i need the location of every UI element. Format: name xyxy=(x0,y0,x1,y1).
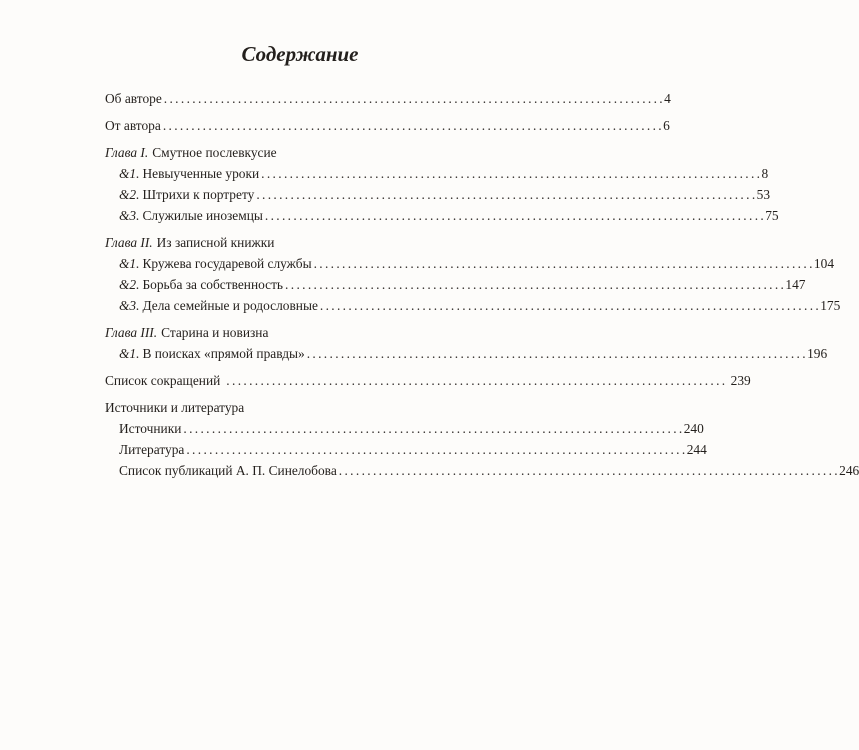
toc-subentry[interactable] xyxy=(105,439,707,460)
toc-entry-about-author[interactable] xyxy=(105,88,671,109)
section-label: Штрихи к портрету xyxy=(142,187,255,202)
dot-leader xyxy=(307,343,805,364)
toc-chapter-3[interactable] xyxy=(105,322,489,343)
toc-entry-label: Источники и литература xyxy=(105,400,245,415)
chapter-number: Глава II. xyxy=(105,235,153,250)
chapter-title: Старина и новизна xyxy=(161,325,269,340)
dot-leader xyxy=(265,205,763,226)
dot-leader xyxy=(285,274,783,295)
subentry-label: Литература xyxy=(119,442,185,457)
dot-leader xyxy=(261,163,759,184)
toc-page-number: 244 xyxy=(686,442,707,457)
toc-entry-sources-heading[interactable] xyxy=(105,397,489,418)
chapter-number: Глава III. xyxy=(105,325,158,340)
toc-chapter-2[interactable] xyxy=(105,232,489,253)
toc-page-number: 175 xyxy=(820,298,841,313)
dot-leader xyxy=(164,88,662,109)
toc-page-number: 104 xyxy=(813,256,835,271)
toc-entry-label: От автора xyxy=(105,118,161,133)
chapter-number: Глава I. xyxy=(105,145,149,160)
subentry-label: Источники xyxy=(119,421,182,436)
toc-section[interactable] xyxy=(105,184,771,205)
toc-chapter-1[interactable] xyxy=(105,142,489,163)
section-number: &2. xyxy=(119,277,140,292)
dot-leader xyxy=(183,418,681,439)
toc-section[interactable] xyxy=(105,205,779,226)
section-label: Невыученные уроки xyxy=(142,166,260,181)
toc-subentry[interactable] xyxy=(105,460,859,481)
toc-section[interactable] xyxy=(105,274,806,295)
section-number: &3. xyxy=(119,298,140,313)
toc-page-number: 196 xyxy=(807,346,828,361)
toc-section[interactable] xyxy=(105,163,769,184)
dot-leader xyxy=(339,460,837,481)
toc-entry-abbreviations[interactable] xyxy=(105,370,751,391)
toc-page-number: 6 xyxy=(663,118,670,133)
section-label: Дела семейные и родословные xyxy=(142,298,318,313)
toc-page-number: 53 xyxy=(756,187,771,202)
toc-page-number: 239 xyxy=(730,373,751,388)
section-label: Борьба за собственность xyxy=(142,277,284,292)
toc-subentry[interactable] xyxy=(105,418,704,439)
subentry-label: Список публикаций А. П. Синелобова xyxy=(119,463,337,478)
chapter-title: Из записной книжки xyxy=(156,235,275,250)
toc-page-number: 147 xyxy=(785,277,806,292)
section-number: &1. xyxy=(119,346,140,361)
toc-page-number: 240 xyxy=(683,421,704,436)
chapter-title: Смутное послевкусие xyxy=(152,145,277,160)
page-title: Содержание xyxy=(241,42,359,66)
toc-section[interactable] xyxy=(105,253,835,274)
toc-entry-from-author[interactable] xyxy=(105,115,670,136)
section-number: &2. xyxy=(119,187,140,202)
dot-leader xyxy=(186,439,684,460)
dot-leader xyxy=(320,295,818,316)
toc-section[interactable] xyxy=(105,343,828,364)
dot-leader xyxy=(256,184,754,205)
table-of-contents xyxy=(105,88,859,481)
dot-leader xyxy=(314,253,812,274)
toc-entry-label: Об авторе xyxy=(105,91,162,106)
toc-page-number: 4 xyxy=(664,91,671,106)
section-number: &3. xyxy=(119,208,140,223)
section-label: Кружева государевой службы xyxy=(142,256,312,271)
dot-leader xyxy=(226,370,724,391)
section-label: Служилые иноземцы xyxy=(142,208,263,223)
toc-page-number: 75 xyxy=(765,208,779,223)
toc-section[interactable] xyxy=(105,295,841,316)
toc-page-number: 8 xyxy=(761,166,769,181)
toc-entry-label: Список сокращений xyxy=(105,373,221,388)
toc-page-number: 246 xyxy=(839,463,859,478)
section-number: &1. xyxy=(119,166,140,181)
section-number: &1. xyxy=(119,256,140,271)
dot-leader xyxy=(163,115,661,136)
section-label: В поисках «прямой правды» xyxy=(142,346,305,361)
